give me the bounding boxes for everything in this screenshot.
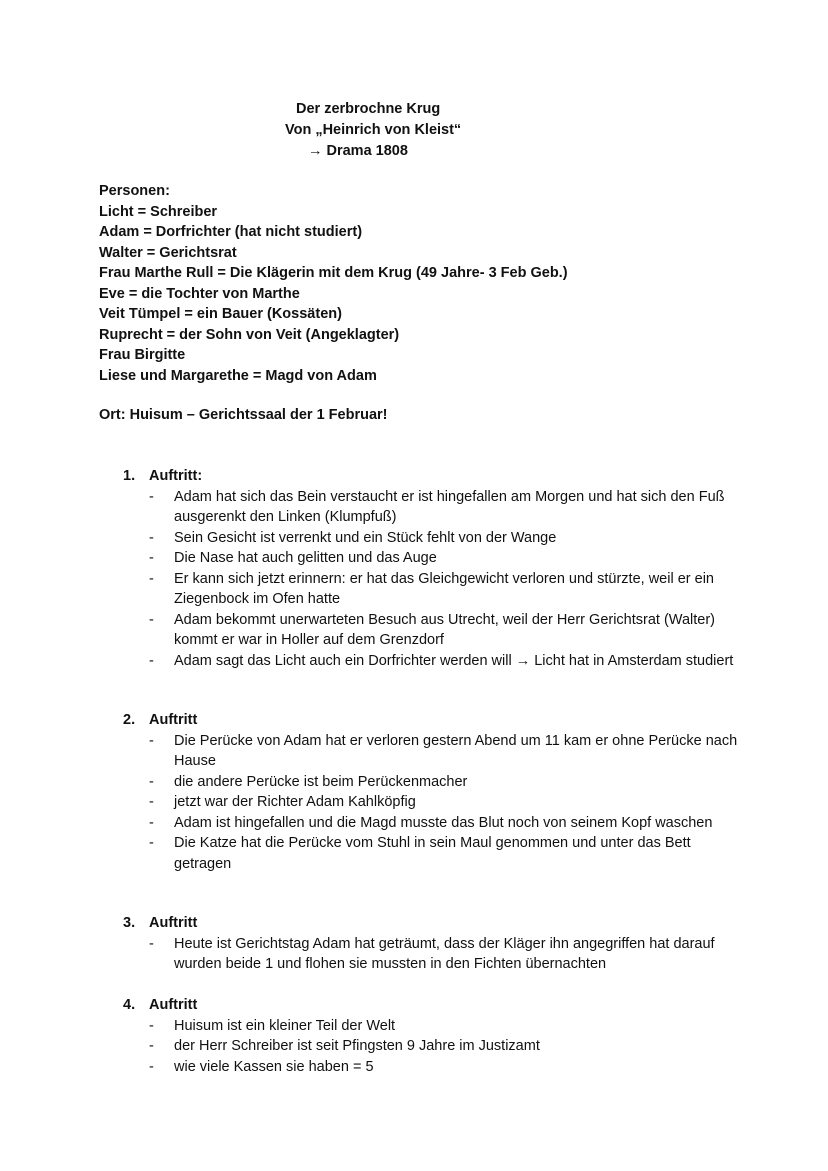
list-item-text: jetzt war der Richter Adam Kahlköpfig xyxy=(174,794,416,810)
dash-icon: - xyxy=(149,794,154,810)
person-entry: Ruprecht = der Sohn von Veit (Angeklagter) xyxy=(99,326,400,343)
dash-icon: - xyxy=(149,1058,154,1075)
person-entry: Veit Tümpel = ein Bauer (Kossäten) xyxy=(99,306,342,322)
scene-title: Auftritt: xyxy=(149,468,203,484)
scene-heading xyxy=(123,995,743,1016)
list-item-text: Adam hat sich das Bein verstaucht er ist hingefallen am Morgen und hat sich den Fuß ausgerenkt den Linken (Klumpfuß) xyxy=(174,488,725,525)
person-entry: Frau Birgitte xyxy=(99,347,186,363)
scene-number: 2. xyxy=(123,712,136,728)
list-item xyxy=(123,569,743,610)
scene-heading xyxy=(123,710,743,731)
scene-title: Auftritt xyxy=(149,712,198,728)
arrow-right-icon: → xyxy=(308,143,323,159)
list-item xyxy=(123,651,743,672)
dash-icon: - xyxy=(149,570,154,587)
dash-icon: - xyxy=(149,550,154,566)
list-item-text: die andere Perücke ist beim Perückenmacher xyxy=(174,773,468,790)
scene-bullets xyxy=(123,731,743,875)
dash-icon: - xyxy=(149,732,154,749)
scene-number: 4. xyxy=(123,997,136,1013)
person-entry: Eve = die Tochter von Marthe xyxy=(99,285,300,302)
list-item-text: Adam ist hingefallen und die Magd musste das Blut noch von seinem Kopf waschen xyxy=(174,814,713,831)
scene-heading xyxy=(123,466,743,487)
person-entry: Liese und Margarethe = Magd von Adam xyxy=(99,367,377,384)
list-item xyxy=(123,731,743,772)
scene-title: Auftritt xyxy=(149,997,198,1013)
list-item-text: Adam sagt das Licht auch ein Dorfrichter werden will → Licht hat in Amsterdam studiert xyxy=(174,652,734,669)
dash-icon: - xyxy=(149,652,154,669)
scene-4 xyxy=(123,995,743,1077)
scene-bullets xyxy=(123,487,743,672)
scene-number: 1. xyxy=(123,468,136,484)
list-item xyxy=(123,610,743,651)
list-item-text: Die Katze hat die Perücke vom Stuhl in sein Maul genommen und unter das Bett getragen xyxy=(174,835,691,872)
dash-icon: - xyxy=(149,1017,154,1034)
scene-bullets xyxy=(123,934,743,975)
dash-icon: - xyxy=(149,488,154,505)
list-item xyxy=(123,833,743,874)
list-item-text: Er kann sich jetzt erinnern: er hat das Gleichgewicht verloren und stürzte, weil er ein Ziegenbock im Ofen hatte xyxy=(174,570,714,607)
scene-2 xyxy=(123,710,743,874)
person-entry: Frau Marthe Rull = Die Klägerin mit dem Krug (49 Jahre- 3 Feb Geb.) xyxy=(99,265,568,281)
list-item xyxy=(123,1057,743,1078)
list-item xyxy=(123,548,743,569)
persons-heading: Personen: xyxy=(99,183,170,199)
list-item-text: Huisum ist ein kleiner Teil der Welt xyxy=(174,1017,396,1034)
list-item-text: Die Perücke von Adam hat er verloren gestern Abend um 11 kam er ohne Perücke nach Hause xyxy=(174,732,738,769)
list-item-text: Sein Gesicht ist verrenkt und ein Stück fehlt von der Wange xyxy=(174,529,557,546)
list-item-text: Heute ist Gerichtstag Adam hat geträumt, dass der Kläger ihn angegriffen hat darauf wurden beide 1 und flohen sie mussten in den Fichten übernachten xyxy=(174,935,715,972)
scene-bullets xyxy=(123,1016,743,1078)
list-item xyxy=(123,487,743,528)
list-item xyxy=(123,792,743,813)
scene-1 xyxy=(123,466,743,671)
list-item-text: der Herr Schreiber ist seit Pfingsten 9 Jahre im Justizamt xyxy=(174,1038,540,1054)
scene-title: Auftritt xyxy=(149,915,198,931)
place-line: Ort: Huisum – Gerichtssaal der 1 Februar! xyxy=(99,407,388,423)
person-entry: Walter = Gerichtsrat xyxy=(99,244,237,261)
dash-icon: - xyxy=(149,835,154,851)
person-entry: Licht = Schreiber xyxy=(99,203,218,220)
dash-icon: - xyxy=(149,814,154,831)
list-item xyxy=(123,772,743,793)
dash-icon: - xyxy=(149,935,154,952)
document-title: Der zerbrochne Krug xyxy=(296,101,441,117)
genre-line xyxy=(0,141,828,162)
scene-3 xyxy=(123,913,743,975)
persons-list xyxy=(99,181,779,386)
genre-text: Drama 1808 xyxy=(326,143,408,159)
document-author: Von „Heinrich von Kleist“ xyxy=(285,122,462,138)
list-item xyxy=(123,1036,743,1057)
dash-icon: - xyxy=(149,529,154,546)
list-item-text: Adam bekommt unerwarteten Besuch aus Utrecht, weil der Herr Gerichtsrat (Walter) kommt er war in Holler auf dem Grenzdorf xyxy=(174,611,715,648)
dash-icon: - xyxy=(149,773,154,790)
scene-heading xyxy=(123,913,743,934)
list-item xyxy=(123,1016,743,1037)
person-entry: Adam = Dorfrichter (hat nicht studiert) xyxy=(99,224,363,240)
list-item xyxy=(123,528,743,549)
dash-icon: - xyxy=(149,1038,154,1054)
dash-icon: - xyxy=(149,611,154,628)
scene-number: 3. xyxy=(123,915,136,931)
list-item-text: wie viele Kassen sie haben = 5 xyxy=(174,1058,374,1075)
title-block xyxy=(0,99,828,162)
list-item-text: Die Nase hat auch gelitten und das Auge xyxy=(174,550,437,566)
list-item xyxy=(123,813,743,834)
list-item xyxy=(123,934,743,975)
